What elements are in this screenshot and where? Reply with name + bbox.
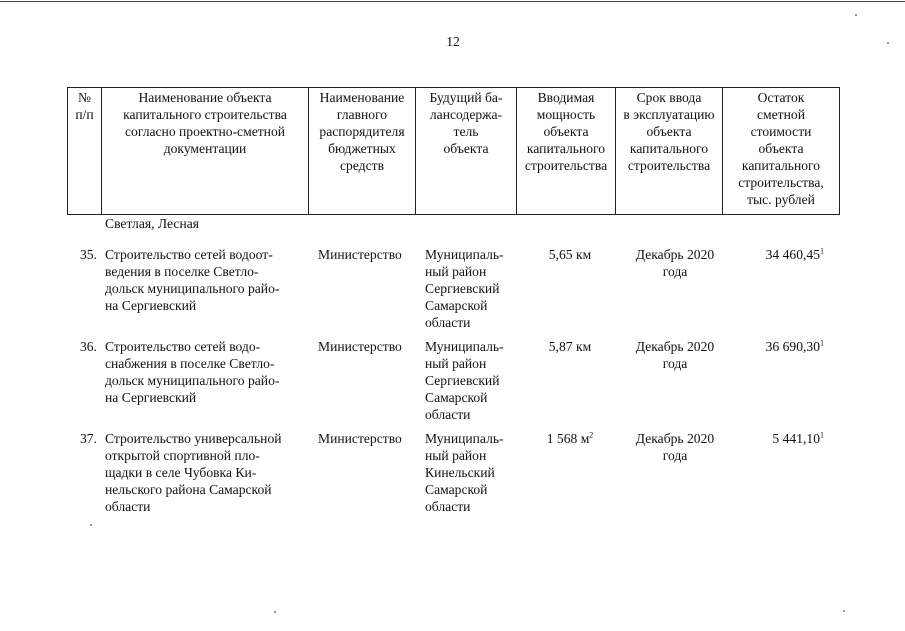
scan-speck [855,14,857,16]
row-budget-manager: Министерство [318,431,402,446]
header-object-name [102,88,309,215]
row-capacity-value: 5,65 км [548,247,592,262]
scan-speck [274,611,276,613]
header-deadline-text: Срок ввода в эксплуатацию объекта капитального строительства [623,90,715,173]
header-future-holder-text: Будущий ба- лансодержа- тель объекта [429,90,503,156]
header-capacity-text: Вводимая мощность объекта капитального строительства [524,90,608,173]
row-number: 35. [80,247,97,262]
row-deadline: Декабрь 2020 года [635,431,715,463]
row-future-holder: Муниципаль- ный район Кинельский Самарской области [425,431,504,514]
row-cost-value: 5 441,10 [772,431,820,446]
row-object-name: Строительство сетей водо- снабжения в поселке Светло- дольск муниципального райо- на Сергиевский [105,339,280,405]
row-cost-value: 36 690,30 [765,339,820,354]
header-deadline [616,88,723,215]
row-object-name: Строительство универсальной открытой спортивной пло- щадки в селе Чубовка Ки- нельского района Самарской области [105,431,282,514]
scan-speck [90,524,92,526]
header-future-holder [416,88,517,215]
row-number: 37. [80,431,97,446]
row-remaining-cost [720,430,824,447]
unit-superscript: 2 [589,430,594,440]
footnote-marker: 1 [820,338,824,348]
row-capacity-value: 5,87 км [548,339,592,354]
header-remaining-cost [723,88,840,215]
header-number-text: № п/п [75,90,94,122]
row-object-name: Строительство сетей водоот- ведения в поселке Светло- дольск муниципального райо- на Сергиевский [105,247,280,313]
continuation-text: Светлая, Лесная [105,216,200,231]
table-header [67,87,840,215]
row-cost-value: 34 460,45 [765,247,820,262]
row-future-holder: Муниципаль- ный район Сергиевский Самарской области [425,339,504,422]
page-top-edge-line [0,1,905,2]
row-future-holder: Муниципаль- ный район Сергиевский Самарской области [425,247,504,330]
row-budget-manager: Министерство [318,247,402,262]
footnote-marker: 1 [820,246,824,256]
row-capacity [520,246,620,263]
row-capacity [520,338,620,355]
scan-speck [843,610,845,612]
scan-speck [887,42,889,44]
header-object-name-text: Наименование объекта капитального строительства согласно проектно-сметной документации [123,90,287,156]
row-deadline: Декабрь 2020 года [635,247,715,279]
row-capacity [520,430,620,447]
header-budget-manager [309,88,416,215]
row-remaining-cost [720,338,824,355]
header-number [68,88,102,215]
page-number: 12 [446,34,460,49]
row-number: 36. [80,339,97,354]
row-capacity-value: 1 568 м [546,431,590,446]
footnote-marker: 1 [820,430,824,440]
row-budget-manager: Министерство [318,339,402,354]
header-remaining-cost-text: Остаток сметной стоимости объекта капитального строительства, тыс. рублей [738,90,824,207]
header-budget-manager-text: Наименование главного распорядителя бюджетных средств [319,90,405,173]
row-remaining-cost [720,246,824,263]
row-deadline: Декабрь 2020 года [635,339,715,371]
header-capacity [517,88,616,215]
